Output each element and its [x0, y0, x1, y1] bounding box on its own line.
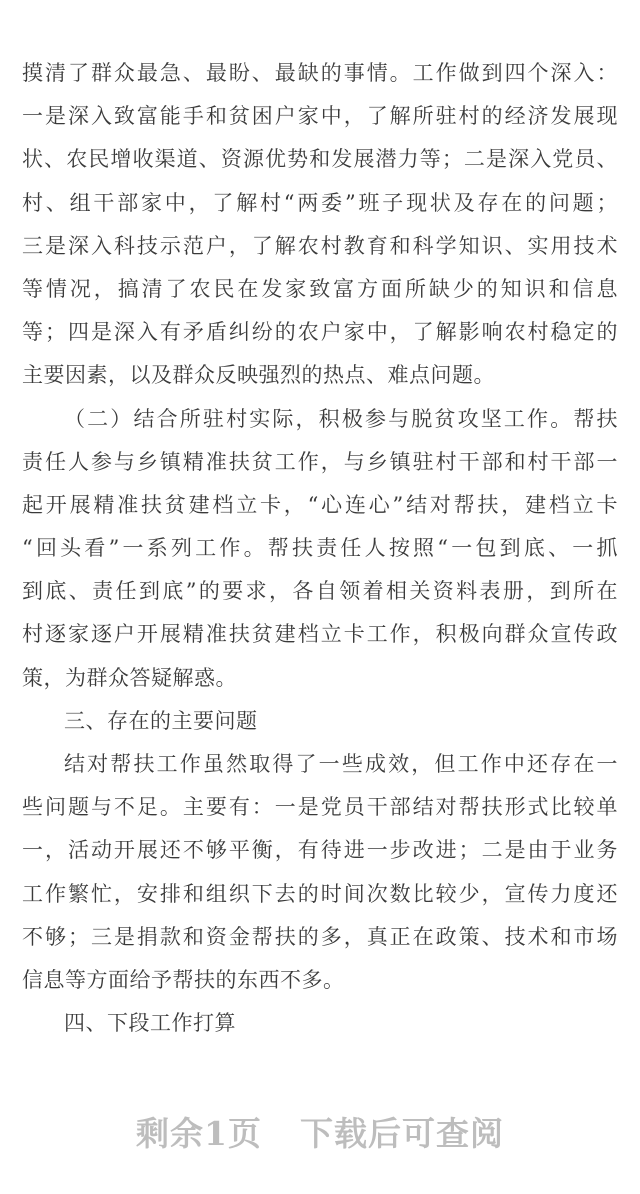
text-line: “回头看”一系列工作。帮扶责任人按照“一包到底、一抓: [22, 536, 618, 561]
text-line: 等；四是深入有矛盾纠纷的农户家中，了解影响农村稳定的: [22, 320, 618, 345]
text-line: 些问题与不足。主要有：一是党员干部结对帮扶形式比较单: [22, 795, 618, 820]
download-to-view-label: 下载后可查阅: [299, 1114, 504, 1153]
text-line: 村、组干部家中，了解村“两委”班子现状及存在的问题；: [22, 190, 618, 215]
text-line: 到底、责任到底”的要求，各自领着相关资料表册，到所在: [22, 579, 618, 604]
text-line: 一是深入致富能手和贫困户家中，了解所驻村的经济发展现: [22, 104, 618, 129]
text-line: 结对帮扶工作虽然取得了一些成效，但工作中还存在一: [64, 752, 618, 776]
text-line: 策，为群众答疑解惑。: [22, 665, 237, 690]
text-line: 摸清了群众最急、最盼、最缺的事情。工作做到四个深入：: [22, 61, 618, 85]
text-line: 三是深入科技示范户，了解农村教育和科学知识、实用技术: [22, 233, 618, 258]
text-line: 主要因素，以及群众反映强烈的热点、难点问题。: [22, 363, 495, 388]
remaining-pages-label: 剩余1页: [136, 1114, 262, 1153]
text-line: 信息等方面给予帮扶的东西不多。: [22, 967, 345, 992]
text-line: 三、存在的主要问题: [64, 708, 258, 733]
text-line: 状、农民增收渠道、资源优势和发展潜力等；二是深入党员、: [22, 147, 618, 172]
download-prompt[interactable]: [0, 1108, 640, 1155]
text-line: 四、下段工作打算: [64, 1011, 236, 1036]
text-line: 责任人参与乡镇精准扶贫工作，与乡镇驻村干部和村干部一: [22, 449, 618, 474]
text-line: 起开展精准扶贫建档立卡，“心连心”结对帮扶，建档立卡: [22, 492, 618, 517]
document-body: [22, 52, 618, 1045]
text-line: （二）结合所驻村实际，积极参与脱贫攻坚工作。帮扶: [64, 406, 618, 431]
text-line: 不够；三是捐款和资金帮扶的多，真正在政策、技术和市场: [22, 924, 618, 949]
text-line: 一，活动开展还不够平衡，有待进一步改进；二是由于业务: [22, 838, 618, 863]
text-line: 工作繁忙，安排和组织下去的时间次数比较少，宣传力度还: [22, 881, 618, 906]
text-line: 等情况，搞清了农民在发家致富方面所缺少的知识和信息: [22, 276, 618, 301]
text-line: 村逐家逐户开展精准扶贫建档立卡工作，积极向群众宣传政: [22, 622, 618, 647]
